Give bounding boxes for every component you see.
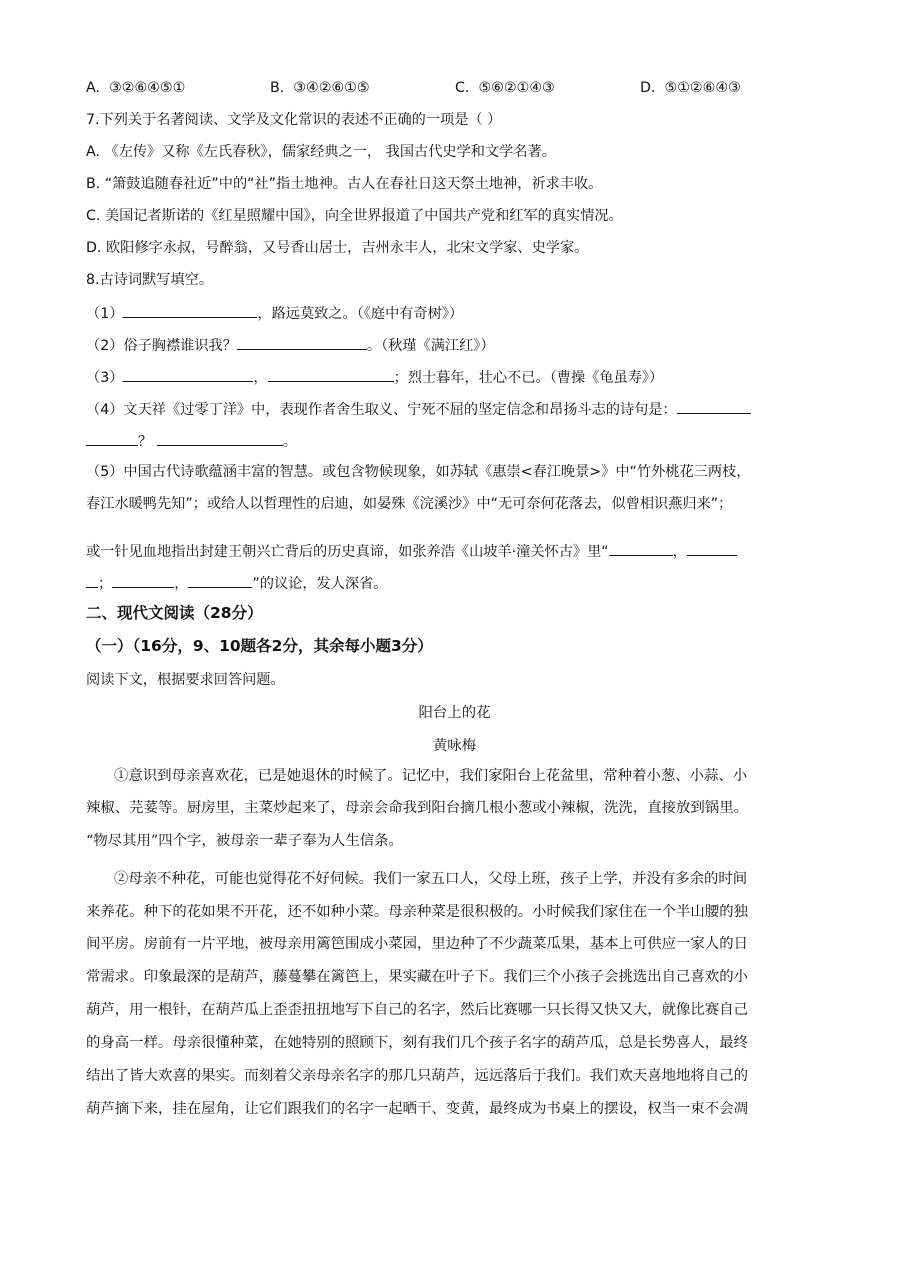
option-text: ③②⑥④⑤① [109,80,186,96]
answer-blank[interactable] [188,572,252,588]
option-text: ③④②⑥①⑤ [293,80,370,96]
article-line: ①意识到母亲喜欢花，已是她退休的时候了。记忆中，我们家阳台上花盆里，常种着小葱、小蒜、小 [114,768,748,784]
q8-item-5-line3: 或一针见血地指出封建王朝兴亡背后的历史真谛，如张养浩《山坡羊·潼关怀古》里“ ， [86,540,737,562]
q7-option-d: D. 欧阳修字永叔，号醉翁，又号香山居士，吉州永丰人，北宋文学家、史学家。 [86,240,589,256]
q8-stem: 8.古诗词默写填空。 [86,272,214,288]
article-line: “物尽其用”四个字，被母亲一辈子奉为人生信条。 [86,833,403,849]
article-author: 黄咏梅 [432,738,477,754]
article-line: 葫芦摘下来，挂在屋角，让它们跟我们的名字一起晒干、变黄，最终成为书桌上的摆设，权当一束不会凋 [86,1101,748,1117]
option-text: ⑤①②⑥④③ [664,80,741,96]
q8-item-3: （3） ， ；烈士暮年，壮心不已。（曹操《龟虽寿》） [86,366,663,388]
article-line: 的身高一样。母亲很懂种菜，在她特别的照顾下，刻有我们几个孩子名字的葫芦瓜，总是长势喜人，最终 [86,1035,748,1051]
answer-blank[interactable] [123,366,253,382]
q8-item-5-line2: 春江水暖鸭先知”；或给人以哲理性的启迪，如晏殊《浣溪沙》中“无可奈何花落去，似曾相识燕归来”； [86,496,733,512]
answer-blank[interactable] [268,366,394,382]
q8-item-4-line1: （4）文天祥《过零丁洋》中，表现作者舍生取义、宁死不屈的坚定信念和昂扬斗志的诗句是： [86,398,751,420]
section-title: 二、现代文阅读（28分） [86,604,263,622]
q8-item-4-line2: ？ 。 [86,430,297,452]
answer-blank[interactable] [677,398,751,414]
section-subtitle: （一）（16分，9、10题各2分，其余每小题3分） [86,637,433,655]
q8-item-1: （1） ，路远莫致之。（《庭中有奇树》） [86,302,463,324]
q8-item-5-line1: （5）中国古代诗歌蕴涵丰富的智慧。或包含物候现象，如苏轼《惠崇<春江晚景>》中“竹外桃花三两枝， [86,464,751,480]
q6-option-a: A. ③②⑥④⑤① [86,80,186,96]
q7-option-b: B. “箫鼓追随春社近”中的“社”指土地神。古人在春社日这天祭土地神，祈求丰收。 [86,176,603,192]
q7-option-a: A. 《左传》又称《左氏春秋》，儒家经典之一， 我国古代史学和文学名著。 [86,144,556,160]
answer-blank[interactable] [86,430,138,446]
answer-blank[interactable] [123,302,257,318]
article-line: 来养花。种下的花如果不开花，还不如种小菜。母亲种菜是很积极的。小时候我们家住在一个半山腰的独 [86,904,748,920]
article-line: 辣椒、芫荽等。厨房里，主菜炒起来了，母亲会命我到阳台摘几根小葱或小辣椒，洗洗，直接放到锅里。 [86,800,748,816]
q7-stem: 7.下列关于名著阅读、文学及文化常识的表述不正确的一项是（ ） [86,112,502,128]
article-line: 结出了皆大欢喜的果实。而刻着父亲母亲名字的那几只葫芦，远远落后于我们。我们欢天喜地地将自己的 [86,1068,748,1084]
reading-instruction: 阅读下文，根据要求回答问题。 [86,672,285,688]
q6-option-b: B. ③④②⑥①⑤ [270,80,370,96]
article-title: 阳台上的花 [418,705,491,721]
answer-blank[interactable] [86,572,98,588]
article-line: 间平房。房前有一片平地，被母亲用篱笆围成小菜园，里边种了不少蔬菜瓜果，基本上可供应一家人的日 [86,936,748,952]
q6-option-d: D. ⑤①②⑥④③ [640,80,741,96]
answer-blank[interactable] [237,334,367,350]
answer-blank[interactable] [112,572,174,588]
answer-blank[interactable] [157,430,283,446]
q7-option-c: C. 美国记者斯诺的《红星照耀中国》，向全世界报道了中国共产党和红军的真实情况。 [86,208,623,224]
article-line: 常需求。印象最深的是葫芦，藤蔓攀在篱笆上，果实藏在叶子下。我们三个小孩子会挑选出自己喜欢的小 [86,969,748,985]
q8-item-5-line4: ； ， ”的议论，发人深省。 [86,572,387,594]
answer-blank[interactable] [687,540,737,556]
article-line: ②母亲不种花，可能也觉得花不好伺候。我们一家五口人，父母上班，孩子上学，并没有多余的时间 [114,871,748,887]
article-line: 葫芦，用一根针，在葫芦瓜上歪歪扭扭地写下自己的名字，然后比赛哪一只长得又快又大，就像比赛自己 [86,1002,748,1018]
q8-item-2: （2）俗子胸襟谁识我？ 。（秋瑾《满江红》） [86,334,495,356]
answer-blank[interactable] [609,540,673,556]
q6-option-c: C. ⑤⑥②①④③ [455,80,555,96]
option-text: ⑤⑥②①④③ [478,80,555,96]
